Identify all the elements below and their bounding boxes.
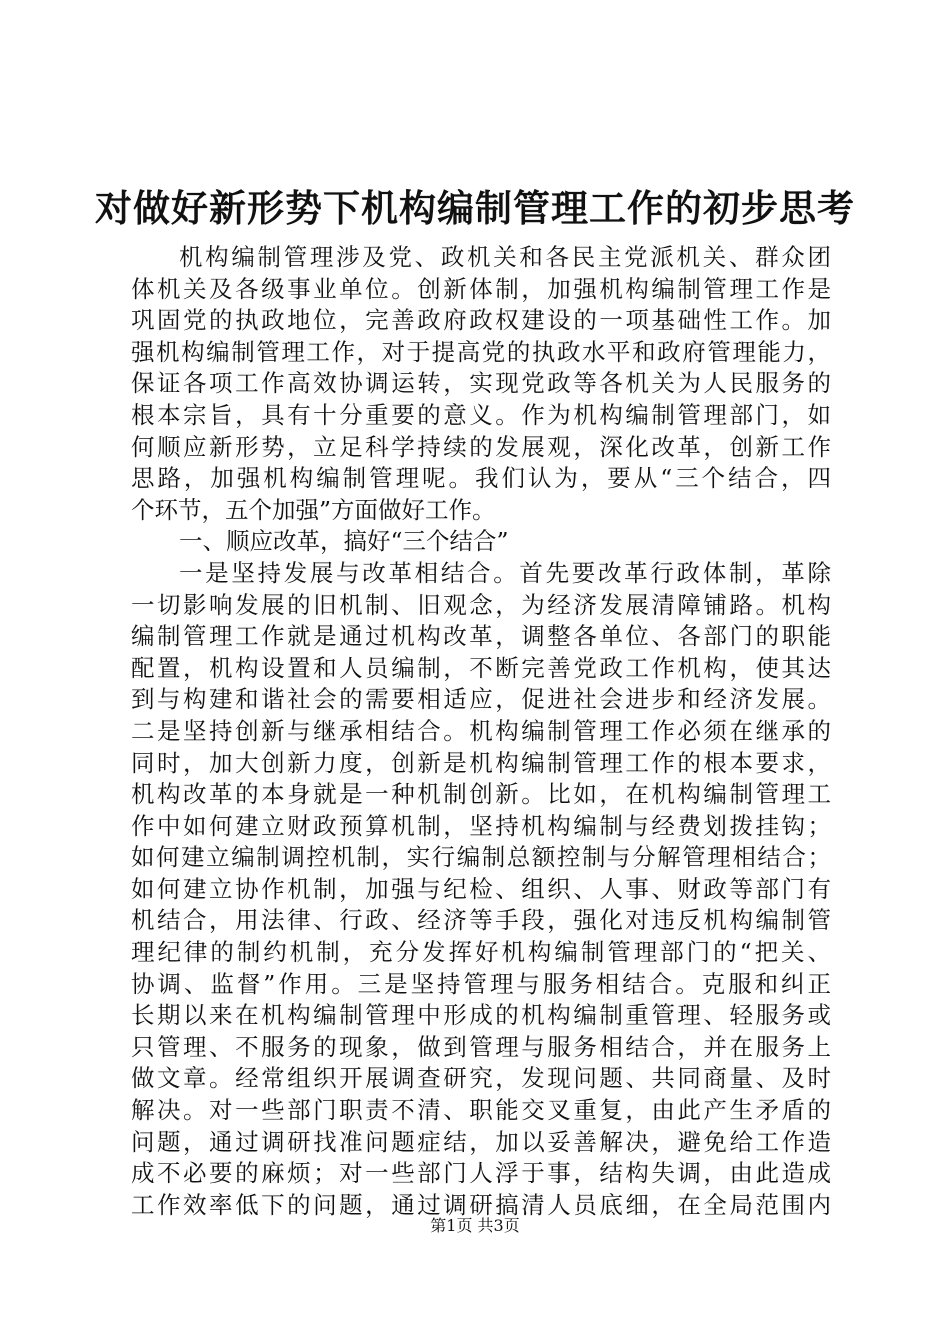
paragraph-line: 巩固党的执政地位，完善政府政权建设的一项基础性工作。加 (131, 306, 831, 335)
paragraph-line: 个环节，五个加强”方面做好工作。 (131, 495, 496, 524)
paragraph-line: 同时，加大创新力度，创新是机构编制管理工作的根本要求， (131, 748, 831, 777)
paragraph-line: 协调、监督”作用。三是坚持管理与服务相结合。克服和纠正 (131, 969, 831, 998)
page-footer: 第1页 共3页 (430, 1216, 520, 1235)
paragraph-line: 如何建立编制调控机制，实行编制总额控制与分解管理相结合； (131, 843, 831, 872)
paragraph-line: 如何建立协作机制，加强与纪检、组织、人事、财政等部门有 (131, 874, 831, 903)
section-heading: 一、顺应改革，搞好“三个结合” (179, 527, 509, 556)
paragraph-line: 理纪律的制约机制，充分发挥好机构编制管理部门的“把关、 (131, 938, 831, 967)
document-title: 对做好新形势下机构编制管理工作的初步思考 (95, 186, 855, 230)
paragraph-line: 只管理、不服务的现象，做到管理与服务相结合，并在服务上 (131, 1032, 831, 1061)
paragraph-line: 解决。对一些部门职责不清、职能交叉重复，由此产生矛盾的 (131, 1096, 831, 1125)
paragraph-line: 配置，机构设置和人员编制，不断完善党政工作机构，使其达 (131, 653, 831, 682)
paragraph-line: 成不必要的麻烦；对一些部门人浮于事，结构失调，由此造成 (131, 1159, 831, 1188)
paragraph-line: 到与构建和谐社会的需要相适应，促进社会进步和经济发展。 (131, 685, 831, 714)
paragraph-line: 一是坚持发展与改革相结合。首先要改革行政体制，革除 (179, 558, 831, 587)
paragraph-line: 保证各项工作高效协调运转，实现党政等各机关为人民服务的 (131, 369, 831, 398)
paragraph-line: 体机关及各级事业单位。创新体制，加强机构编制管理工作是 (131, 274, 831, 303)
paragraph-line: 二是坚持创新与继承相结合。机构编制管理工作必须在继承的 (131, 716, 831, 745)
paragraph-line: 机构改革的本身就是一种机制创新。比如，在机构编制管理工 (131, 780, 831, 809)
paragraph-line: 做文章。经常组织开展调查研究，发现问题、共同商量、及时 (131, 1064, 831, 1093)
paragraph-line: 机构编制管理涉及党、政机关和各民主党派机关、群众团 (179, 243, 831, 271)
paragraph-line: 机结合，用法律、行政、经济等手段，强化对违反机构编制管 (131, 906, 831, 935)
paragraph-line: 问题，通过调研找准问题症结，加以妥善解决，避免给工作造 (131, 1127, 831, 1156)
paragraph-line: 何顺应新形势，立足科学持续的发展观，深化改革，创新工作 (131, 432, 831, 461)
paragraph-line: 强机构编制管理工作，对于提高党的执政水平和政府管理能力， (131, 337, 831, 366)
paragraph-line: 作中如何建立财政预算机制，坚持机构编制与经费划拨挂钩； (131, 811, 831, 840)
paragraph-line: 一切影响发展的旧机制、旧观念，为经济发展清障铺路。机构 (131, 590, 831, 619)
paragraph-line: 编制管理工作就是通过机构改革，调整各单位、各部门的职能 (131, 622, 831, 651)
paragraph-line: 长期以来在机构编制管理中形成的机构编制重管理、轻服务或 (131, 1001, 831, 1030)
paragraph-line: 思路，加强机构编制管理呢。我们认为，要从“三个结合，四 (131, 464, 831, 493)
document-body (131, 242, 831, 1221)
paragraph-line: 工作效率低下的问题，通过调研搞清人员底细，在全局范围内 (131, 1190, 831, 1219)
paragraph-line: 根本宗旨，具有十分重要的意义。作为机构编制管理部门，如 (131, 400, 831, 429)
